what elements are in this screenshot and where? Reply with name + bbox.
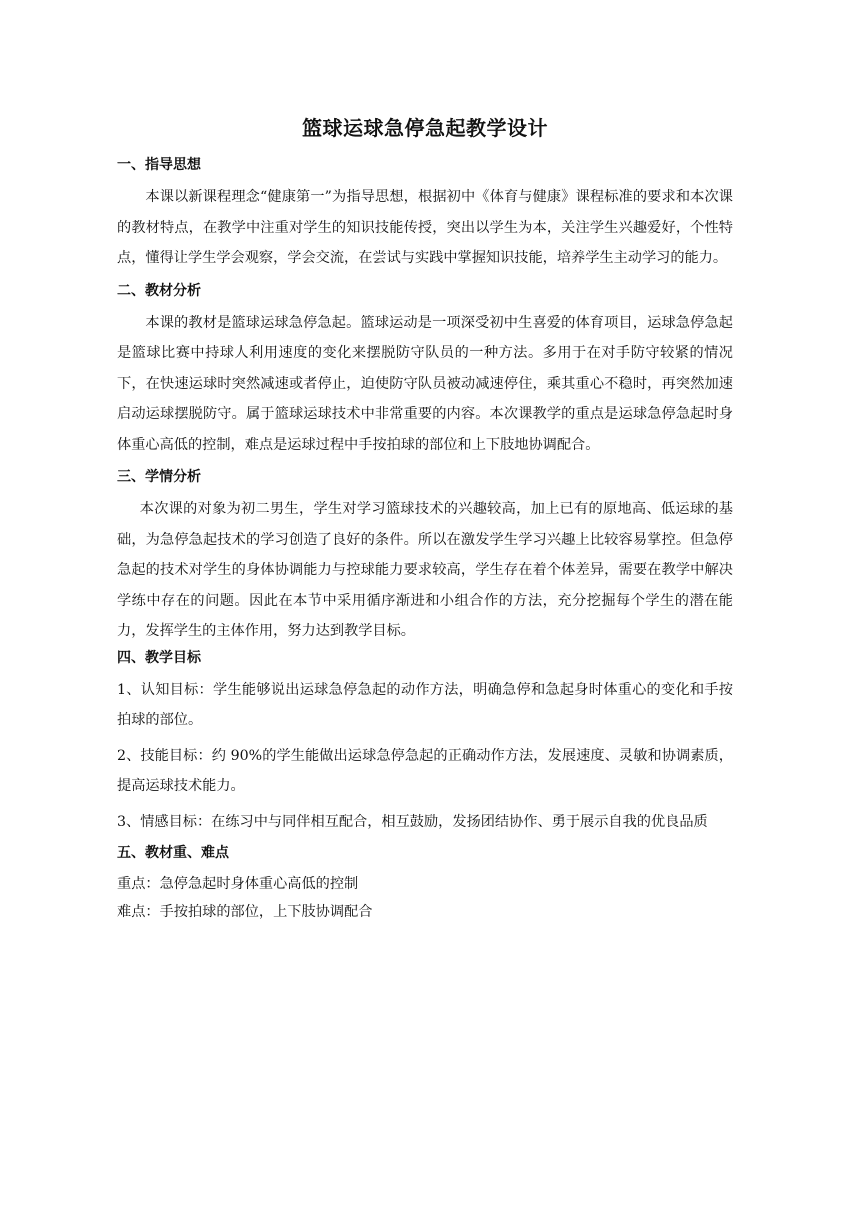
section-heading: 五、教材重、难点 bbox=[117, 845, 229, 861]
section-heading: 二、教材分析 bbox=[117, 282, 201, 299]
section-student-analysis bbox=[117, 466, 733, 647]
section-heading: 一、指导思想 bbox=[117, 157, 201, 173]
difficult-point-line: 难点：手按拍球的部位，上下肢协调配合 bbox=[117, 904, 373, 920]
document-body bbox=[117, 114, 733, 926]
section-heading: 三、学情分析 bbox=[117, 469, 201, 485]
section-paragraph: 本次课的对象为初二男生，学生对学习篮球技术的兴趣较高，加上已有的原地高、低运球的基础，为急停急起技术的学习创造了良好的条件。所以在激发学生学习兴趣上比较容易掌控。但急停急起的技术对学生的身体协调能力与控球能力要求较高，学生存在着个体差异，需要在教学中解决学练中存在的问题。因此在本节中采用循序渐进和小组合作的方法，充分挖掘每个学生的潜在能力，发挥学生的主体作用，努力达到教学目标。 bbox=[117, 501, 733, 639]
document-title: 篮球运球急停急起教学设计 bbox=[302, 116, 548, 140]
key-point-line: 重点：急停急起时身体重心高低的控制 bbox=[117, 876, 359, 892]
section-material-analysis bbox=[117, 280, 733, 461]
section-paragraph: 本课以新课程理念“健康第一”为指导思想，根据初中《体育与健康》课程标准的要求和本次课的教材特点，在教学中注重对学生的知识技能传授，突出以学生为本，关注学生兴趣爱好，个性特点，懂得让学生学会观察，学会交流，在尝试与实践中掌握知识技能，培养学生主动学习的能力。 bbox=[117, 189, 733, 266]
section-key-difficult-points bbox=[117, 842, 733, 926]
objective-affective: 3、情感目标：在练习中与同伴相互配合，相互鼓励，发扬团结协作、勇于展示自我的优良品质 bbox=[117, 813, 708, 830]
section-guiding-thought bbox=[117, 154, 733, 274]
objective-skill: 2、技能目标：约 90%的学生能做出运球急停急起的正确动作方法，发展速度、灵敏和协调素质，提高运球技术能力。 bbox=[117, 747, 733, 794]
objective-cognitive: 1、认知目标：学生能够说出运球急停急起的动作方法，明确急停和急起身时体重心的变化和手按拍球的部位。 bbox=[117, 681, 733, 728]
section-paragraph: 本课的教材是篮球运球急停急起。篮球运动是一项深受初中生喜爱的体育项目，运球急停急起是篮球比赛中持球人利用速度的变化来摆脱防守队员的一种方法。多用于在对手防守较紧的情况下，在快速运球时突然减速或者停止，迫使防守队员被动减速停住，乘其重心不稳时，再突然加速启动运球摆脱防守。属于篮球运球技术中非常重要的内容。本次课教学的重点是运球急停急起时身体重心高低的控制，难点是运球过程中手按拍球的部位和上下肢地协调配合。 bbox=[117, 314, 733, 453]
section-teaching-objectives bbox=[117, 647, 733, 838]
section-heading: 四、教学目标 bbox=[117, 649, 201, 666]
